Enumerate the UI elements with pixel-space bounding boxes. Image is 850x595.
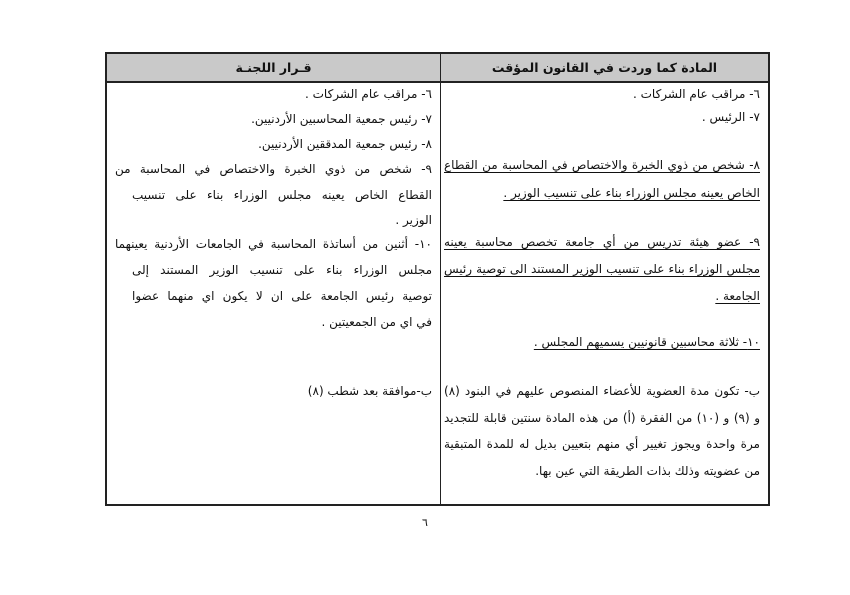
right-line-3: ٨- شخص من ذوي الخبرة والاختصاص في المحاسبة من القطاع [444,158,760,172]
right-line-8: ١٠- ثلاثة محاسبين قانونيين يسميهم المجلس . [533,335,760,349]
right-line-10: و (٩) و (١٠) من الفقرة (أ) من هذه المادة سنتين قابلة للتجديد [444,411,760,425]
left-line-11: ب-موافقة بعد شطب (٨) [307,384,432,398]
left-line-2: ٧- رئيس جمعية المحاسبين الأردنيين. [251,112,432,126]
right-line-6: مجلس الوزراء بناء على تنسيب الوزير المستند الى توصية رئيس [444,262,760,276]
right-line-7: الجامعة . [715,289,760,303]
left-line-6: الوزير . [395,213,432,227]
header-article-as-in-law: المادة كما وردت في القانون المؤقت [491,60,718,75]
page-number: ٦ [422,516,428,529]
left-line-10: في اي من الجمعيتين . [321,315,432,329]
left-line-9: توصية رئيس الجامعة على ان لا يكون اي منهما عضوا [132,289,432,303]
left-line-5: القطاع الخاص يعينه مجلس الوزراء بناء على تنسيب [132,188,432,202]
right-line-4: الخاص يعينه مجلس الوزراء بناء على تنسيب الوزير . [503,186,760,200]
right-line-2: ٧- الرئيس . [701,110,760,124]
left-line-8: مجلس الوزراء بناء على تنسيب الوزير المستند إلى [132,263,432,277]
right-line-11: مرة واحدة ويجوز تغيير أي منهم بتعيين بديل له للمدة المتبقية [444,437,760,451]
right-line-5: ٩- عضو هيئة تدريس من أي جامعة تخصص محاسبة يعينه [444,235,760,249]
left-line-7: ١٠- أثنين من أساتذة المحاسبة في الجامعات الأردنية يعينهما [115,237,432,251]
left-line-3: ٨- رئيس جمعية المدققين الأردنيين. [258,137,432,151]
right-line-12: من عضويته وذلك بذات الطريقة التي عين بها. [535,464,760,478]
right-line-9: ب- تكون مدة العضوية للأعضاء المنصوص عليهم في البنود (٨) [444,384,760,398]
header-committee-decision: قـرار اللجنـة [235,60,312,75]
column-committee-decision [107,54,440,504]
column-temporary-law [441,54,768,504]
right-line-1: ٦- مراقب عام الشركات . [633,87,760,101]
left-line-1: ٦- مراقب عام الشركات . [305,87,432,101]
comparison-table [105,52,770,506]
left-line-4: ٩- شخص من ذوي الخبرة والاختصاص في المحاسبة من [115,162,432,176]
